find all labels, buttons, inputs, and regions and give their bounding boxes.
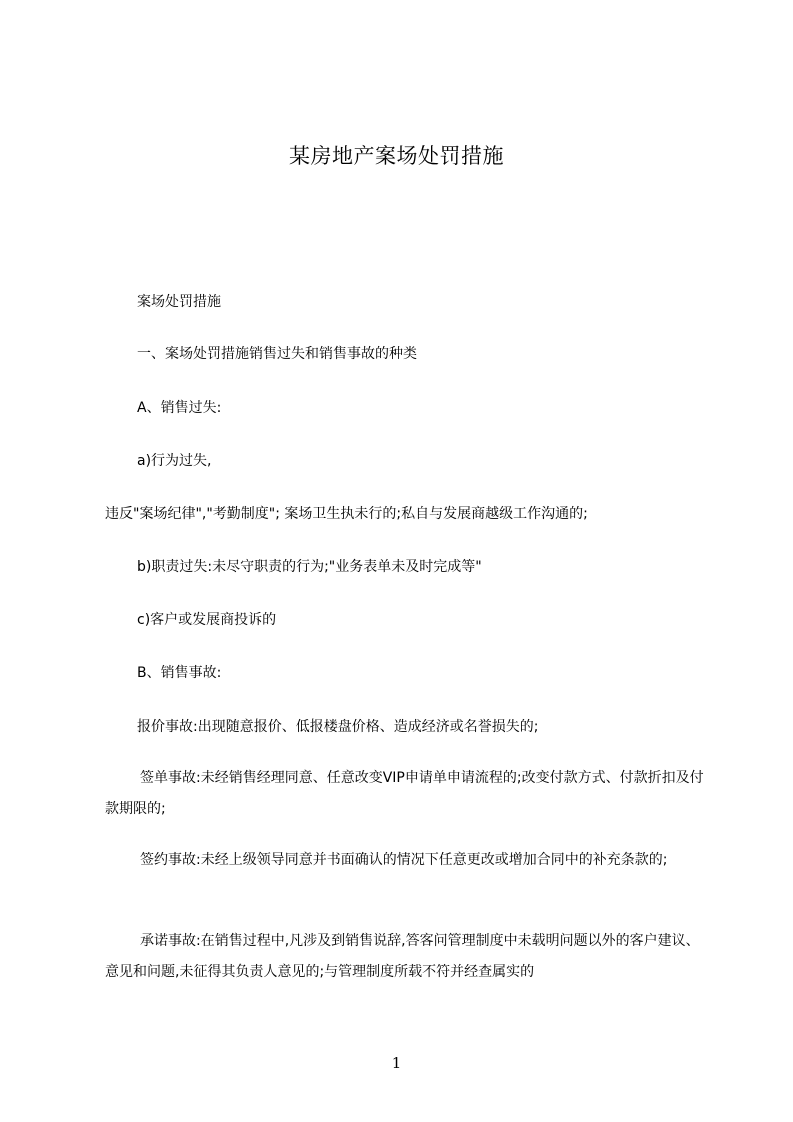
paragraph-signing-incident: 签单事故:未经销售经理同意、任意改变VIP申请单申请流程的;改变付款方式、付款折扣及付款期限的;: [105, 770, 704, 817]
paragraph-pricing-incident: 报价事故:出现随意报价、低报楼盘价格、造成经济或名誉损失的;: [137, 719, 539, 735]
paragraph-duty-fault: b)职责过失:未尽守职责的行为;"业务表单未及时完成等": [137, 559, 482, 575]
paragraph-behavior-fault: a)行为过失,: [137, 453, 212, 469]
document-title: 某房地产案场处罚措施: [289, 144, 504, 168]
paragraph-contract-incident: 签约事故:未经上级领导同意并书面确认的情况下任意更改或增加合同中的补充条款的;: [140, 852, 668, 868]
paragraph-violations: 违反"案场纪律","考勤制度"; 案场卫生执未行的;私自与发展商越级工作沟通的;: [105, 506, 588, 522]
page-number: 1: [391, 1054, 402, 1072]
paragraph-sales-incident: B、销售事故:: [137, 665, 222, 681]
paragraph-commitment-incident: 承诺事故:在销售过程中,凡涉及到销售说辞,答客问管理制度中未载明问题以外的客户建议、意见和问题,未征得其负责人意见的;与管理制度所载不符并经查属实的: [105, 933, 700, 980]
paragraph-sales-fault: A、销售过失:: [137, 400, 222, 416]
paragraph-complaints: c)客户或发展商投诉的: [137, 612, 277, 628]
paragraph-heading: 案场处罚措施: [137, 294, 221, 310]
paragraph-section-one: 一、案场处罚措施销售过失和销售事故的种类: [137, 346, 417, 362]
